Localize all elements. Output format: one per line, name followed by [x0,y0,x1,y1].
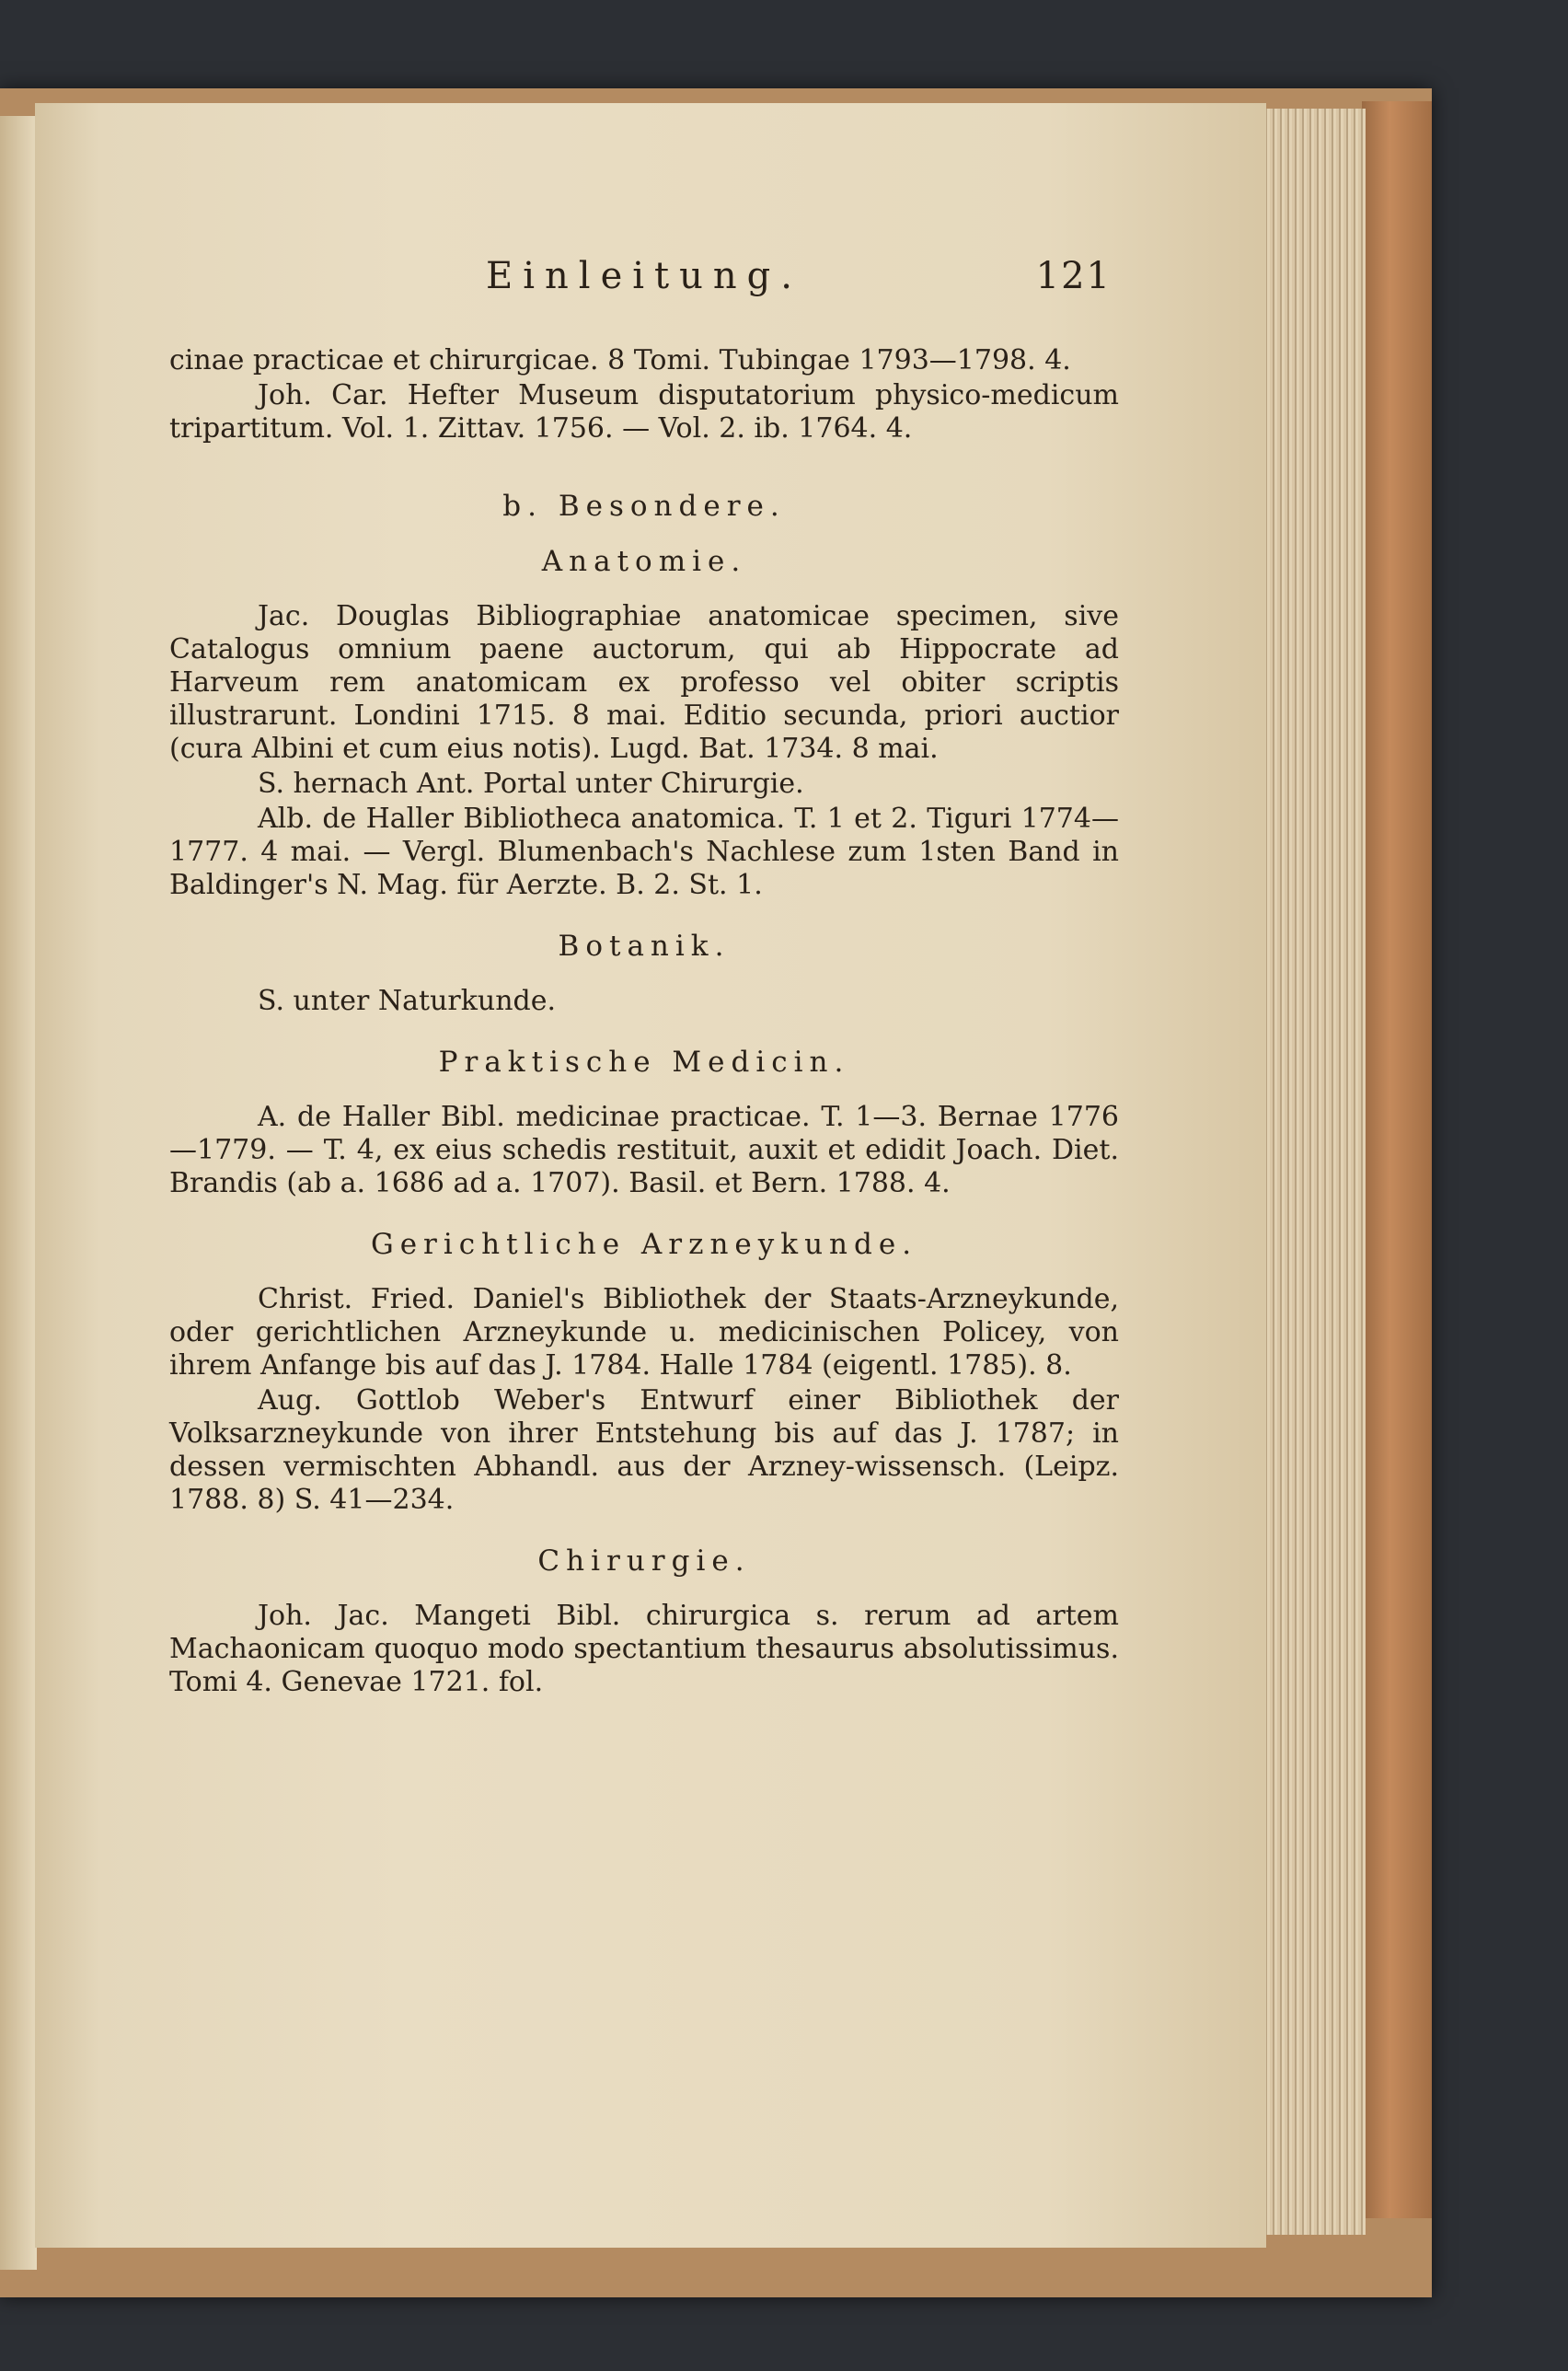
book-cover-edge [1362,101,1432,2218]
page-body [169,344,1119,1701]
entry-hefter: Joh. Car. Hefter Museum disputatorium physico-medicum tripartitum. Vol. 1. Zittav. 1756. — Vol. 2. ib. 1764. 4. [169,379,1119,445]
entry-daniel: Christ. Fried. Daniel's Bibliothek der Staats-Arzneykunde, oder gerichtlichen Arzneykunde u. medicinischen Policey, von ihrem Anfange bis auf das J. 1784. Halle 1784 (eigentl. 1785). 8. [169,1283,1119,1382]
entry-mangeti: Joh. Jac. Mangeti Bibl. chirurgica s. rerum ad artem Machaonicam quoquo modo spectantium thesaurus absolutissimus. Tomi 4. Genevae 1721. fol. [169,1600,1119,1698]
page-header [169,255,1119,302]
heading-chirurgie: Chirurgie. [537,1544,751,1578]
section-heading-besondere: b. Besondere. [502,490,786,523]
heading-anatomie: Anatomie. [541,545,747,578]
entry-portal-ref: S. hernach Ant. Portal unter Chirurgie. [258,768,804,800]
entry-haller-practicae: A. de Haller Bibl. medicinae practicae. T. 1—3. Bernae 1776—1779. — T. 4, ex eius schedis restituit, auxit et edidit Joach. Diet. Brandis (ab a. 1686 ad a. 1707). Basil. et Bern. 1788. 4. [169,1101,1119,1199]
entry-weber: Aug. Gottlob Weber's Entwurf einer Bibliothek der Volksarzneykunde von ihrer Entstehung bis auf das J. 1787; in dessen vermischten Abhandl. aus der Arzney-wissensch. (Leipz. 1788. 8) S. 41—234. [169,1384,1119,1516]
facing-page-edge [0,116,37,2270]
heading-praktische-medicin: Praktische Medicin. [438,1046,850,1079]
entry-haller-anatomica: Alb. de Haller Bibliotheca anatomica. T. 1 et 2. Tiguri 1774—1777. 4 mai. — Vergl. Blumenbach's Nachlese zum 1sten Band in Baldinger's N. Mag. für Aerzte. B. 2. St. 1. [169,803,1119,901]
entry-douglas: Jac. Douglas Bibliographiae anatomicae specimen, sive Catalogus omnium paene auctorum, qui ab Hippocrate ad Harveum rem anatomicam ex professo vel obiter scriptis illustrarunt. Londini 1715. 8 mai. Editio secunda, priori auctior (cura Albini et cum eius notis). Lugd. Bat. 1734. 8 mai. [169,600,1119,765]
book-page [35,103,1266,2248]
heading-botanik: Botanik. [558,930,731,963]
continuation-text: cinae practicae et chirurgicae. 8 Tomi. Tubingae 1793—1798. 4. [169,344,1071,376]
entry-botanik-ref: S. unter Naturkunde. [258,985,557,1017]
running-title: Einleitung. [486,255,802,297]
heading-gerichtliche-arzneykunde: Gerichtliche Arzneykunde. [370,1228,918,1261]
page-number: 121 [1035,255,1112,297]
